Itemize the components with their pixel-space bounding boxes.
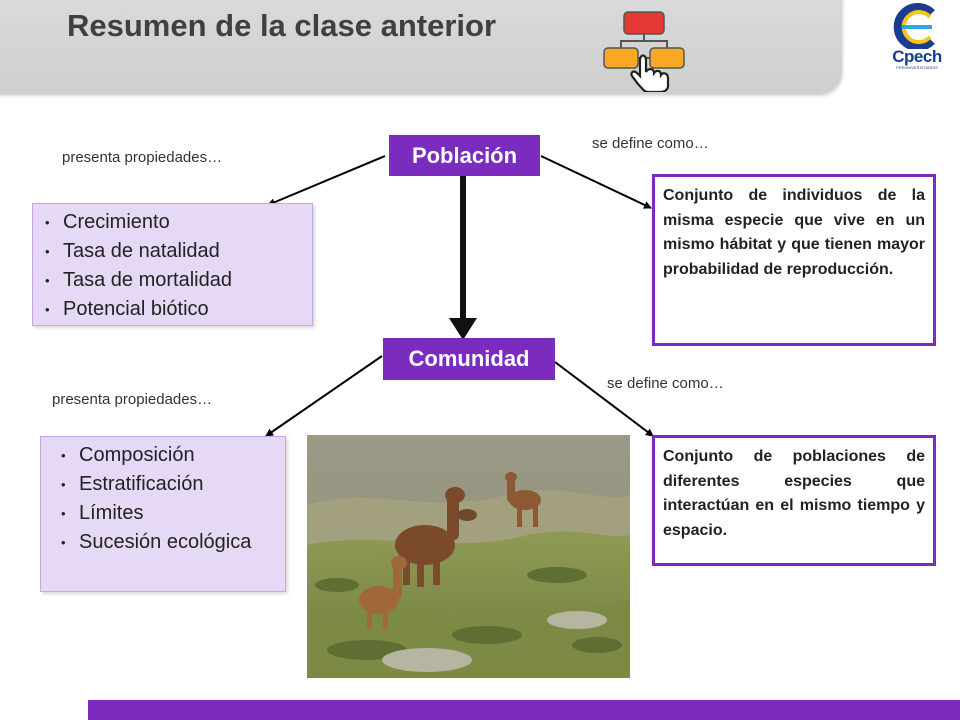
list-item: • Límites — [79, 499, 285, 528]
comunidad-properties-caption: presenta propiedades… — [52, 391, 213, 408]
logo-text: Cpech — [892, 47, 942, 66]
poblacion-definition-caption: se define como… — [592, 135, 709, 152]
page-title: Resumen de la clase anterior — [67, 8, 497, 43]
comunidad-properties-list — [41, 441, 285, 557]
list-item: • Tasa de mortalidad — [63, 266, 312, 295]
list-item: • Potencial biótico — [63, 295, 312, 324]
poblacion-definition-box: Conjunto de individuos de la misma especie que vive en un mismo hábitat y que tienen mayor probabilidad de reproducción. — [652, 174, 936, 346]
list-item: • Tasa de natalidad — [63, 237, 312, 266]
comunidad-definition-box: Conjunto de poblaciones de diferentes especies que interactúan en el mismo tiempo y espacio. — [652, 435, 936, 566]
arrow-comunidad-to-definition — [555, 362, 653, 436]
arrow-poblacion-to-comunidad-head — [449, 318, 477, 340]
list-item: • Composición — [79, 441, 285, 470]
list-item: • Sucesión ecológica — [79, 528, 285, 557]
poblacion-properties-list — [33, 208, 312, 324]
poblacion-box: Población — [389, 135, 540, 176]
footer-bar — [88, 700, 960, 720]
poblacion-properties-caption: presenta propiedades… — [62, 149, 223, 166]
comunidad-definition-caption: se define como… — [607, 375, 724, 392]
list-item: • Crecimiento — [63, 208, 312, 237]
logo-subtext: PREUNIVERSITARIOS — [896, 65, 938, 70]
comunidad-properties-box — [40, 436, 286, 592]
alpacas-photo — [307, 435, 630, 678]
arrow-poblacion-to-definition — [541, 156, 651, 208]
arrow-poblacion-to-properties — [268, 156, 385, 205]
arrow-comunidad-to-properties — [266, 356, 382, 436]
comunidad-box: Comunidad — [383, 338, 555, 380]
list-item: • Estratificación — [79, 470, 285, 499]
poblacion-properties-box — [32, 203, 313, 326]
